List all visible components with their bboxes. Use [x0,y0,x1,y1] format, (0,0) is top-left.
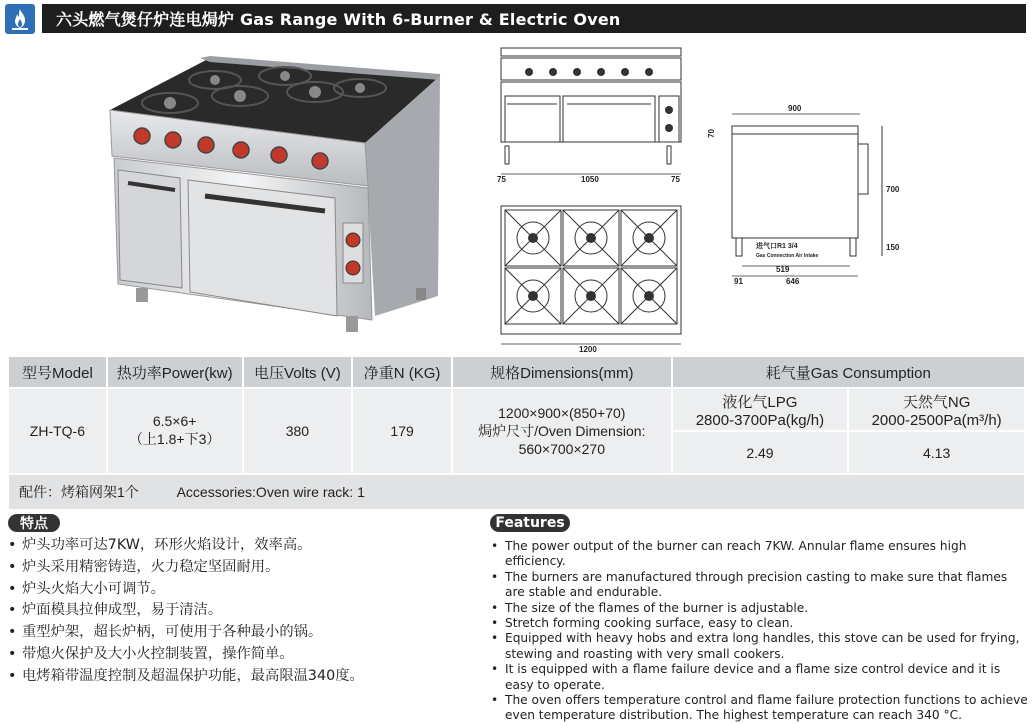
list-item: • 带熄火保护及大小火控制装置，操作简单。 [8,644,468,666]
cell-power [107,388,243,474]
page-title: 六头燃气煲仔炉连电焗炉 Gas Range With 6-Burner & Electric Oven [56,10,621,29]
header-weight: 净重N (KG) [352,356,452,388]
list-item: • 炉头火焰大小可调节。 [8,579,468,601]
flame-icon [5,4,35,34]
list-item: • The size of the flames of the burner is adjustable. [489,601,1029,616]
power-line2: （上1.8+下3） [128,431,221,447]
header-model: 型号Model [8,356,107,388]
header-gas-consumption: 耗气量Gas Consumption [672,356,1025,388]
features-cn-list [8,535,468,688]
list-item: • Stretch forming cooking surface, easy to clean. [489,616,1029,631]
cell-volts: 380 [243,388,353,474]
cell-lpg-header [672,388,849,431]
ng-label: 天然气NG [902,393,971,411]
dim-line3: 560×700×270 [518,441,605,457]
features-en-title: Features [490,514,570,532]
list-item: • Equipped with heavy hobs and extra long handles, this stove can be used for frying, stewing and roasting with very small cookers. [489,631,1029,662]
dim-top-width: 1200 [579,345,597,354]
accessories-en: Accessories:Oven wire rack: 1 [176,484,365,500]
list-item: • The burners are manufactured through precision casting to make sure that flames are stable and endurable. [489,570,1029,601]
header-dimensions: 规格Dimensions(mm) [452,356,672,388]
side-view-drawing [700,100,900,290]
dim-line2: 焗炉尺寸/Oven Dimension: [478,423,646,439]
list-item: • The oven offers temperature control and flame failure protection functions to achieve even temperature distribution. The highest temperature can reach 340 °C. [489,693,1029,724]
dim-side-depth: 900 [788,104,802,113]
dim-side-top: 70 [707,129,716,138]
list-item: • 炉面模具拉伸成型，易于清洁。 [8,600,468,622]
list-item: • The power output of the burner can reach 7KW. Annular flame ensures high efficiency. [489,539,1029,570]
lpg-label: 液化气LPG [722,393,798,411]
header-volts: 电压Volts (V) [243,356,353,388]
cell-lpg-value: 2.49 [672,431,849,474]
accessories-cn: 配件：烤箱网架1个 [19,484,139,500]
list-item: • 电烤箱带温度控制及超温保护功能，最高限温340度。 [8,666,468,688]
dim-line1: 1200×900×(850+70) [498,405,626,421]
header-power: 热功率Power(kw) [107,356,243,388]
dim-front-right: 75 [671,175,680,184]
features-en-list [489,539,1029,724]
front-top-drawing [495,46,691,356]
power-line1: 6.5×6+ [152,413,197,429]
cell-model: ZH-TQ-6 [8,388,107,474]
cell-weight: 179 [352,388,452,474]
features-cn-title: 特点 [8,514,60,532]
header [0,0,1035,36]
list-item: • 炉头采用精密铸造，火力稳定坚固耐用。 [8,557,468,579]
lpg-pressure: 2800-3700Pa(kg/h) [695,411,825,429]
gas-inlet-label-en: Gas Connection Air Intake [756,253,819,259]
spec-table [7,355,1026,511]
cell-dimensions [452,388,672,474]
title-bar [42,4,1026,33]
dim-front-width: 1050 [581,175,599,184]
dim-side-c: 91 [734,277,743,286]
dim-front-left: 75 [497,175,506,184]
cell-ng-value: 4.13 [848,431,1025,474]
list-item: • It is equipped with a flame failure device and a flame size control device and it is easy to operate. [489,662,1029,693]
product-photo [100,48,445,340]
dim-side-height: 700 [886,185,900,194]
list-item: • 炉头功率可达7KW，环形火焰设计，效率高。 [8,535,468,557]
list-item: • 重型炉架，超长炉柄，可使用于各种最小的锅。 [8,622,468,644]
dim-side-b: 646 [786,277,800,286]
dim-side-leg: 150 [886,243,900,252]
cell-ng-header [848,388,1025,431]
accessories-row [8,474,1025,510]
gas-inlet-label-cn: 进气口R1 3/4 [756,243,798,250]
dim-side-a: 519 [776,265,790,274]
ng-pressure: 2000-2500Pa(m³/h) [871,411,1002,429]
